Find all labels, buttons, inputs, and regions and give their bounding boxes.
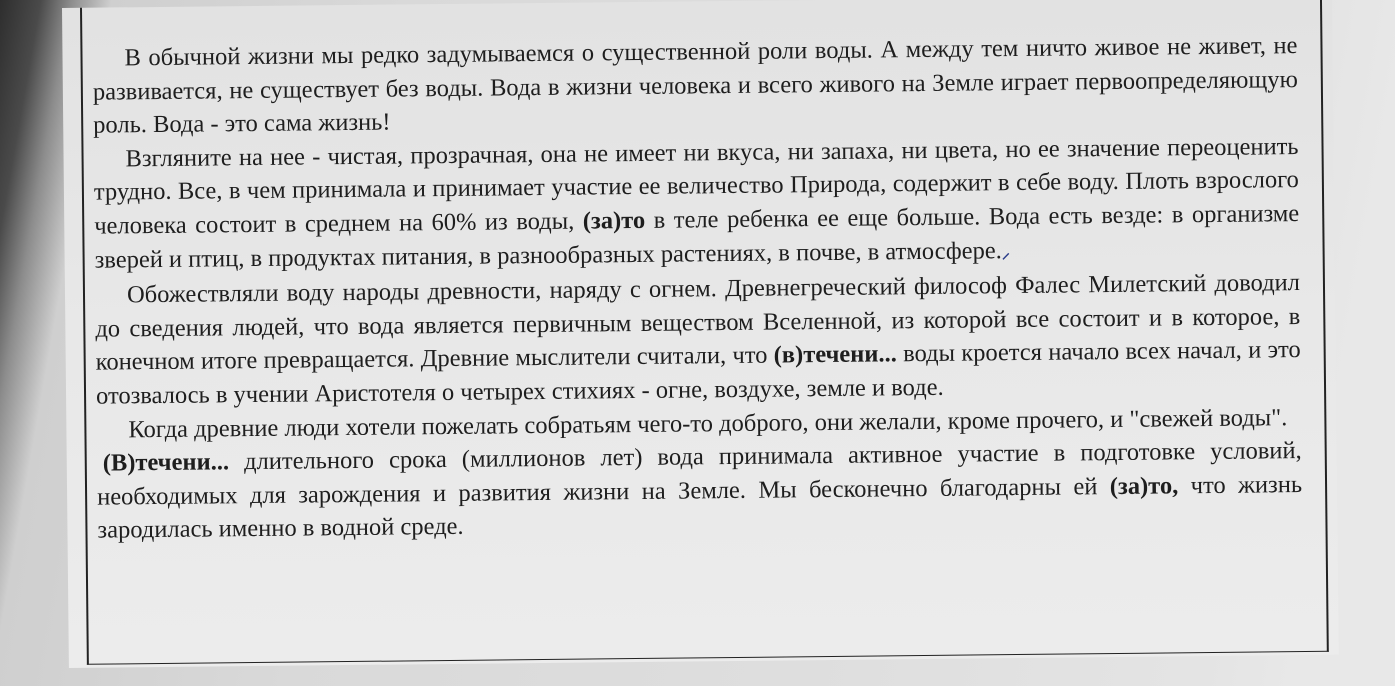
document-text	[92, 29, 1302, 547]
paragraph-5-bold: (В)течени...	[102, 448, 230, 477]
pen-mark: ⸝	[1001, 242, 1010, 262]
paragraph-5-bold-2: (за)то,	[1109, 472, 1179, 500]
paragraph-2	[93, 130, 1299, 279]
paragraph-2-text: Взгляните на нее - чистая, прозрачная, она не имеет ни вкуса, ни запаха, ни цвета, но ее значение переоценить трудно. Все, в чем принимала и принимает участие ее величество Природа, содержит в себе воду. Плоть взрослого человека состоит в среднем на 60% из воды,	[93, 132, 1300, 240]
paper-sheet	[62, 0, 1339, 668]
paragraph-5-tail: что жизнь зародилась именно в водной среде.	[97, 470, 1303, 544]
paragraph-3	[95, 266, 1301, 413]
paragraph-4-text: Когда древние люди хотели пожелать собратьям чего-то доброго, они желали, кроме прочего, и "свежей воды".	[128, 403, 1288, 443]
paragraph-1	[92, 29, 1298, 142]
paragraph-5-text: длительного срока (миллионов лет) вода принимала активное участие в подготовке условий, необходимых для зарождения и развития жизни на Земле. Мы бесконечно благодарны ей	[96, 437, 1302, 511]
paragraph-1-text: В обычной жизни мы редко задумываемся о существенной роли воды. А между тем ничто живое не живет, не развивается, не существует без воды. Вода в жизни человека и всего живого на Земле играет первоопределяющую роль. Вода - это сама жизнь!	[92, 32, 1298, 139]
paragraph-2-bold: (за)то	[582, 206, 646, 235]
paragraph-3-text: Обожествляли воду народы древности, наряду с огнем. Древнегреческий философ Фалес Милетский доводил до сведения людей, что вода является первичным веществом Вселенной, из которой все состоит и в которое, в конечном итоге превращается. Древние мыслители считали, что	[95, 269, 1301, 377]
paragraph-5	[97, 434, 1303, 547]
paragraph-2-tail: в теле ребенка ее еще больше. Вода есть везде: в организме зверей и птиц, в продуктах питания, в разнообразных растениях, в почве, в атмосфере.	[94, 200, 1300, 274]
paragraph-3-bold: (в)течени...	[773, 340, 897, 369]
paragraph-3-tail: воды кроется начало всех начал, и это отозвалось в учении Аристотеля о четырех стихиях - огне, воздухе, земле и воде.	[95, 336, 1301, 410]
